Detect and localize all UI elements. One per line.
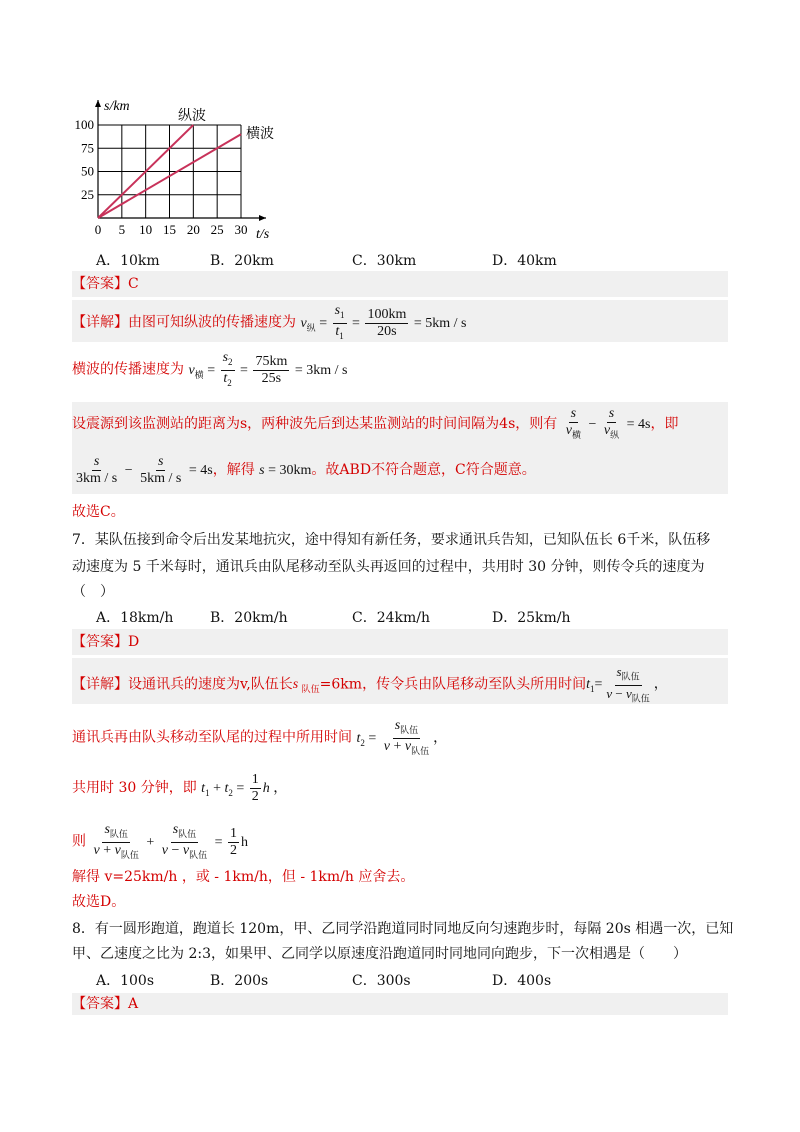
series-label-longitudinal: 纵波: [178, 108, 206, 124]
q6-option-c: C．30km: [352, 253, 417, 269]
detail-text: 设震源到该监测站的距离为s，两种波先后到达某监测站的时间间隔为4s，则有: [72, 416, 558, 432]
q7-option-d: D．25km/h: [492, 610, 571, 626]
q6-conclusion: 故选C。: [72, 504, 125, 520]
x-axis-label: t/s: [256, 227, 270, 242]
q8-option-b: B．200s: [210, 973, 269, 989]
x-tick-label: 5: [118, 222, 126, 237]
x-tick-label: 25: [210, 222, 224, 237]
q8-stem-line-2: 甲、乙速度之比为 2:3，如果甲、乙同学以原速度沿跑道同时同地同向跑步，下一次相遇是（ ）: [72, 946, 687, 962]
q7-stem-line-3: （ ）: [72, 584, 114, 600]
x-tick-label: 20: [186, 222, 200, 237]
detail-text: 。故ABD不符合题意，C符合题意。: [311, 462, 536, 478]
y-tick-label: 100: [74, 117, 94, 132]
q7-detail-line-5: 解得 v=25km/h ，或 - 1km/h，但 - 1km/h 应舍去。: [72, 869, 415, 885]
q8-answer: 【答案】A: [72, 996, 139, 1012]
q7-option-c: C．24km/h: [352, 610, 431, 626]
q7-answer: 【答案】D: [72, 634, 140, 650]
q7-detail-line-1: 【详解】设通讯兵的速度为v,队伍长s $_{队伍}$=6km，传令兵由队尾移动至队头所用时间$t_1=$ $\frac{s_{队伍}}{v - v_{队伍}}$ ，: [72, 664, 668, 704]
series-label-transverse: 横波: [246, 126, 274, 142]
q7-option-a: A．18km/h: [96, 610, 174, 626]
q7-detail-line-2: 通讯兵再由队头移动至队尾的过程中所用时间 $t_2$ = $\frac{s_{队伍}}{v + v_{队伍}}$ ，: [72, 718, 448, 756]
detail-text: 则: [72, 833, 86, 850]
x-tick-label: 10: [139, 222, 153, 237]
y-axis-label: s/km: [104, 99, 130, 114]
q7-detail-line-3: 共用时 30 分钟，即 $t_1 + t_2$ = $\frac{1}{2}$ h ，: [72, 772, 288, 805]
q8-answer-band: [72, 993, 728, 1015]
q6-answer-band: [72, 271, 728, 297]
q7-stem-line-1: 7．某队伍接到命令后出发某地抗灾，途中得知有新任务，要求通讯兵告知，已知队伍长 6千米，队伍移: [72, 532, 711, 548]
y-tick-label: 25: [81, 186, 94, 202]
detail-text: 由图可知纵波的传播速度为: [128, 314, 296, 331]
q6-option-d: D．40km: [492, 253, 557, 269]
detail-text: =6km，传令兵由队尾移动至队头所用时间: [319, 676, 587, 693]
q6-detail-line-1: 【详解】由图可知纵波的传播速度为 $v_纵$ = $\frac{s_1}{t_1}$ = $\frac{100km}{20s}$ = 5km / s: [72, 303, 467, 341]
wave-distance-time-chart: [60, 92, 290, 242]
q7-stem-line-2: 动速度为 5 千米每时，通讯兵由队尾移动至队头再返回的过程中，共用时 30 分钟，则传令兵的速度为: [72, 559, 705, 575]
y-tick-label: 50: [81, 163, 94, 179]
detail-text: 横波的传播速度为: [72, 361, 184, 378]
detail-text: 共用时 30 分钟，即: [72, 780, 197, 796]
q6-answer: 【答案】C: [72, 276, 139, 292]
q6-option-b: B．20km: [210, 253, 274, 269]
x-tick-label: 0: [94, 222, 102, 237]
q8-option-d: D．400s: [492, 973, 552, 989]
q6-detail-line-4: $\frac{s}{3km / s}$ − $\frac{s}{5km / s}$ = 4s，解得 s = 30km。故ABD不符合题意，C符合题意。: [76, 454, 536, 487]
q8-stem-line-1: 8．有一圆形跑道，跑道长 120m，甲、乙同学沿跑道同时同地反向匀速跑步时，每隔 20s 相遇一次，已知: [72, 921, 734, 937]
q7-detail-line-4: 则 $\frac{s_{队伍}}{v + v_{队伍}}$ + $\frac{s_{队伍}}{v - v_{队伍}}$ = $\frac{1}{2}$ h: [72, 822, 249, 860]
x-tick-label: 30: [234, 222, 248, 237]
detail-label: 【详解】: [72, 676, 128, 693]
q8-option-a: A．100s: [96, 973, 155, 989]
q6-detail-line-2: 横波的传播速度为 $v_横$ = $\frac{s_2}{t_2}$ = $\frac{75km}{25s}$ = 3km / s: [72, 350, 348, 388]
detail-text: ，解得: [212, 462, 255, 478]
q6-option-a: A．10km: [96, 253, 160, 269]
y-axis-arrow: [95, 100, 101, 107]
detail-label: 【详解】: [72, 314, 128, 331]
q8-option-c: C．300s: [352, 973, 411, 989]
x-axis-arrow: [259, 215, 266, 221]
x-tick-label: 15: [163, 222, 176, 237]
detail-text: ，即: [650, 416, 679, 432]
q7-conclusion: 故选D。: [72, 894, 126, 910]
q6-detail-line-3: 设震源到该监测站的距离为s，两种波先后到达某监测站的时间间隔为4s，则有 $\frac{s}{v_横}$ − $\frac{s}{v_纵}$ = 4s，即: [72, 406, 679, 441]
detail-text: 通讯兵再由队头移动至队尾的过程中所用时间: [72, 729, 352, 746]
q7-option-b: B．20km/h: [210, 610, 288, 626]
q7-answer-band: [72, 629, 728, 655]
detail-text: 设通讯兵的速度为v,队伍长: [128, 676, 293, 693]
y-tick-label: 75: [81, 140, 94, 156]
